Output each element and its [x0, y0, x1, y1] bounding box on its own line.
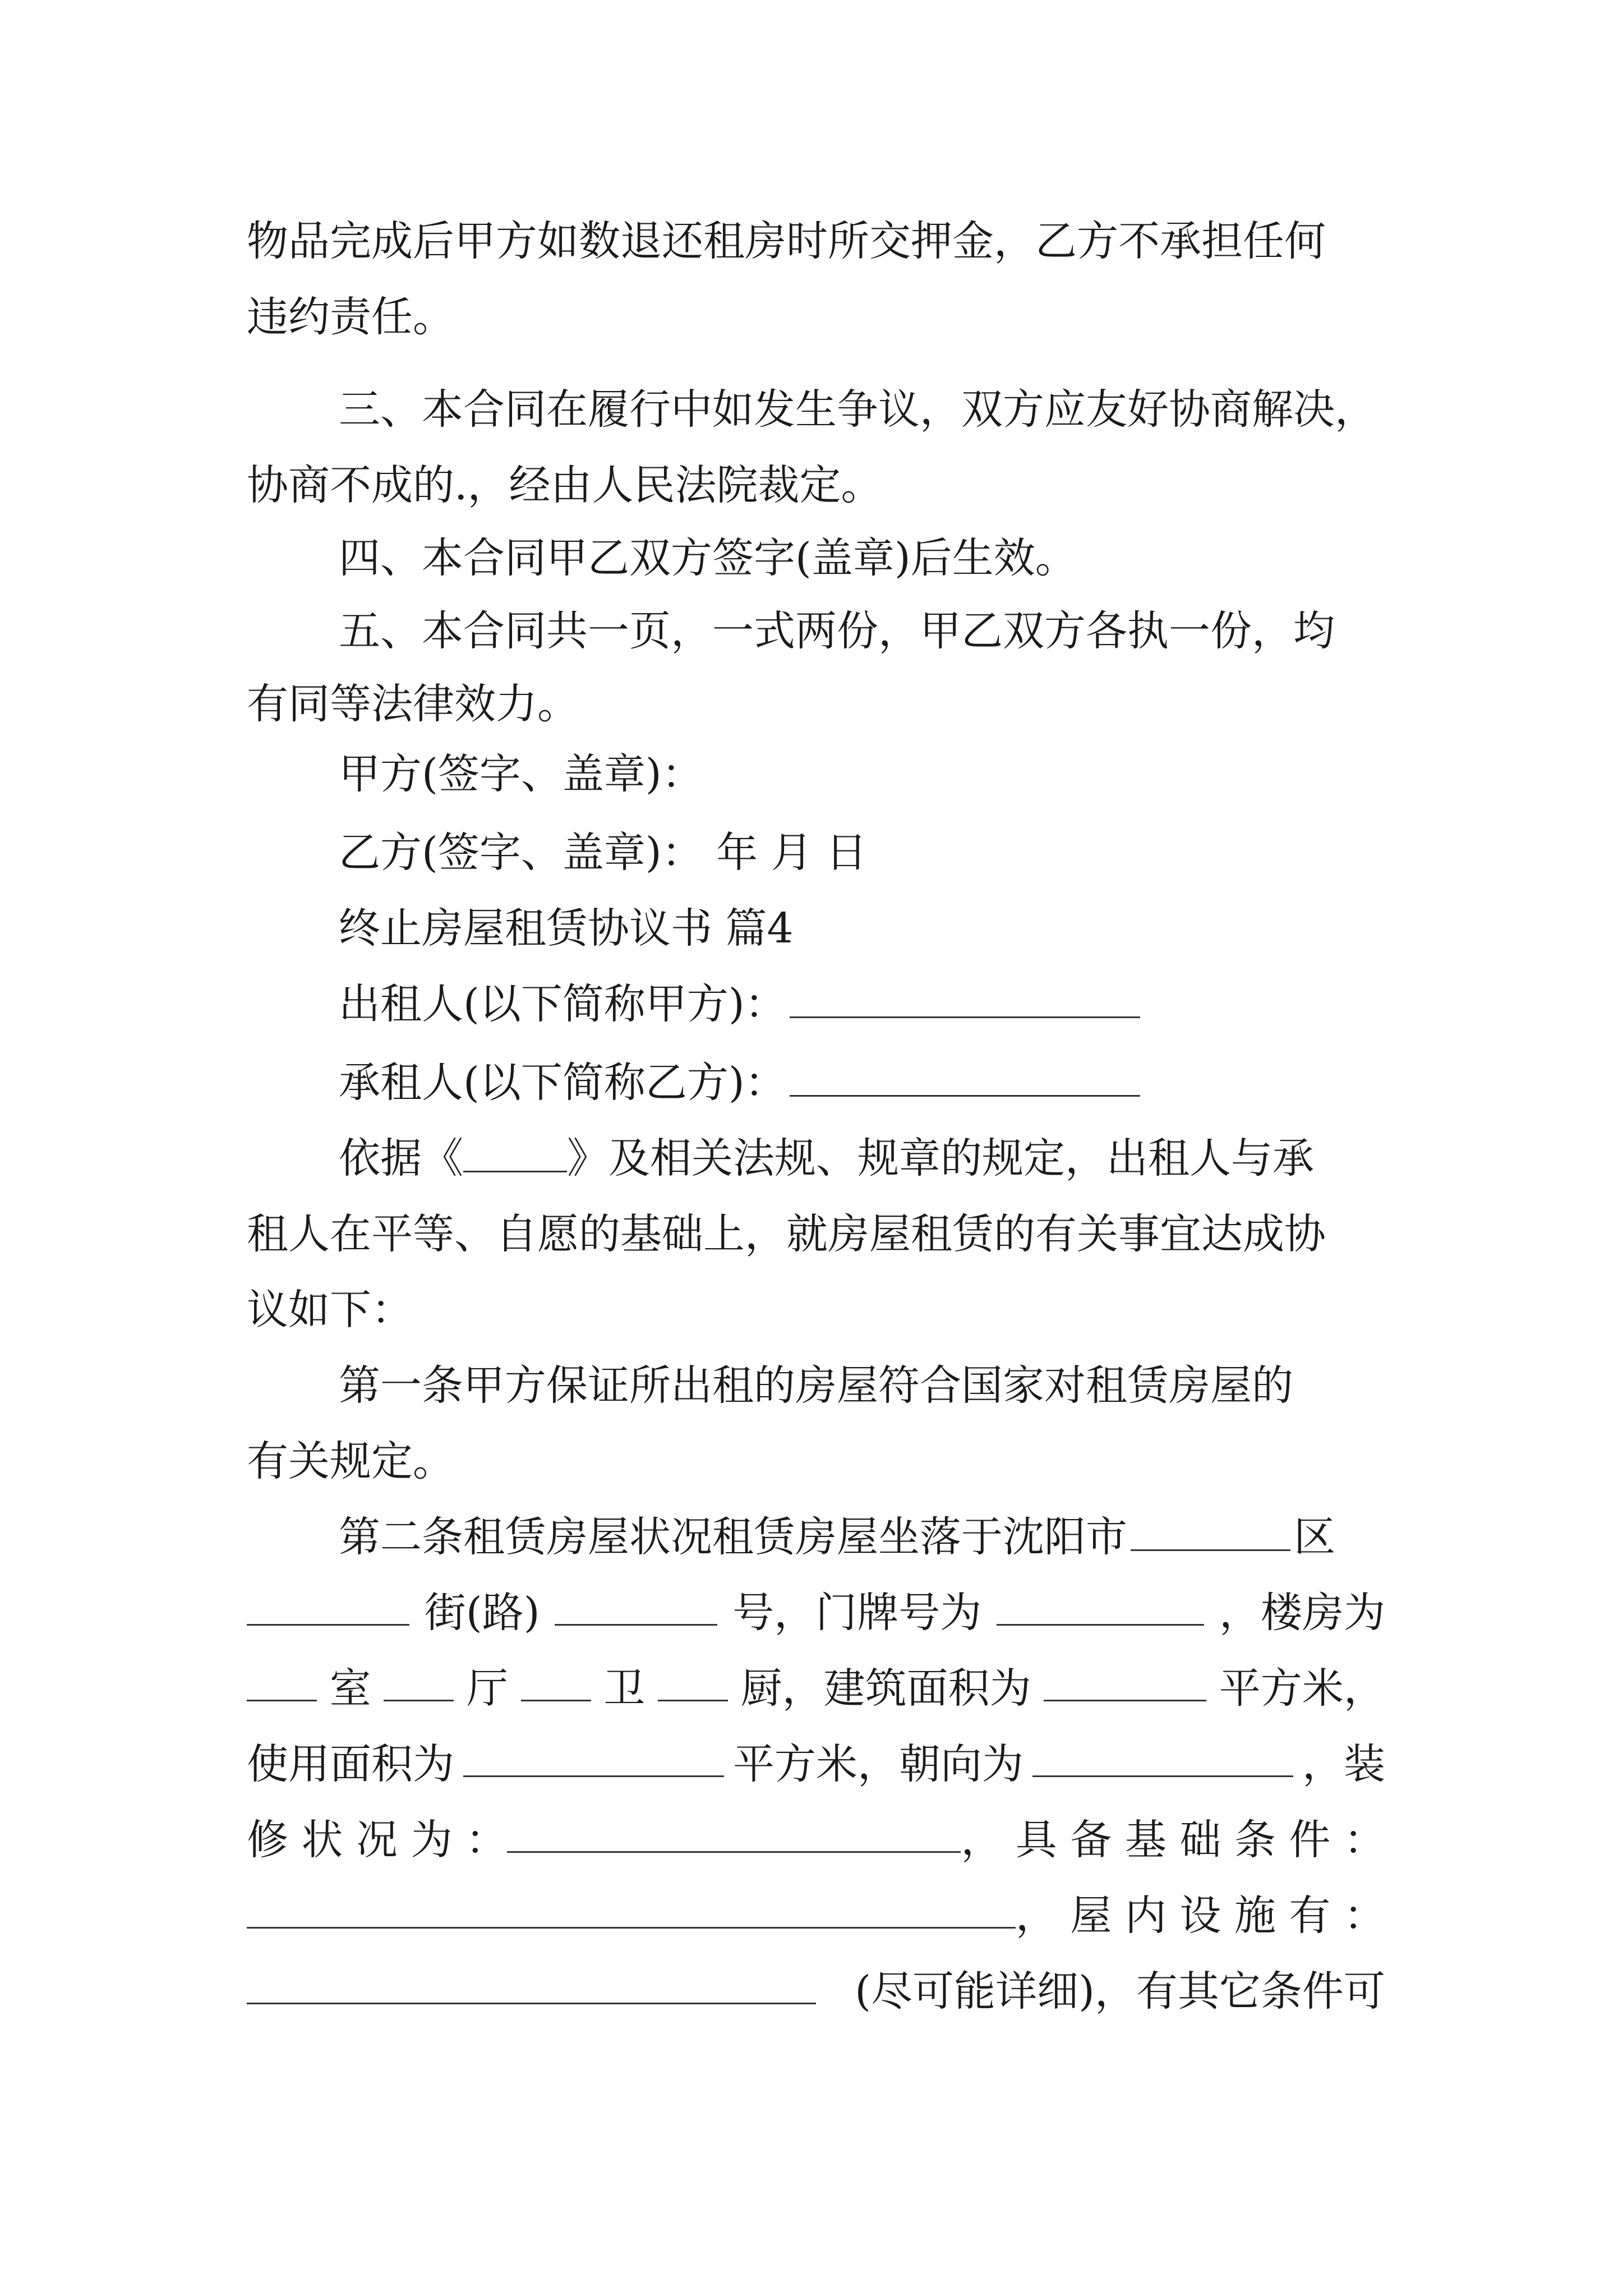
- paragraph-line: 议如下：: [247, 1286, 413, 1334]
- clause-five: 五、本合同共一页，一式两份，甲乙双方各执一份，均: [339, 607, 1335, 655]
- law-name-blank: [463, 1131, 567, 1172]
- lessor-blank: [790, 977, 1140, 1018]
- party-a-signature: 甲方(签字、盖章)：: [339, 750, 703, 798]
- clause-four: 四、本合同甲乙双方签字(盖章)后生效。: [339, 534, 1077, 582]
- kitchen-blank: [658, 1660, 728, 1701]
- paragraph-line: 违约责任。: [247, 293, 454, 341]
- address-line: 街(路) 号，门牌号为 ，楼房为: [247, 1585, 1385, 1641]
- hall-blank: [384, 1660, 454, 1701]
- details-line: (尽可能详细)，有其它条件可: [247, 1963, 1385, 2019]
- basis-line: 依据《 》及相关法规、规章的规定，出租人与承: [339, 1130, 1385, 1186]
- lessor-label: 出租人(以下简称甲方)：: [339, 980, 786, 1028]
- usage-area-blank: [463, 1736, 724, 1777]
- article-one: 第一条甲方保证所出租的房屋符合国家对租赁房屋的: [339, 1361, 1293, 1410]
- lessee-blank: [790, 1056, 1140, 1097]
- usage-area-line: 使用面积为 平方米，朝向为 ，装: [247, 1736, 1385, 1792]
- facilities-blank: [247, 1963, 816, 2004]
- paragraph-line: 有同等法律效力。: [247, 680, 579, 728]
- street-blank: [247, 1585, 409, 1626]
- number-blank: [555, 1585, 717, 1626]
- paragraph-line: 物品完成后甲方如数退还租房时所交押金，乙方不承担任何: [247, 217, 1326, 265]
- building-area-blank: [1044, 1660, 1206, 1701]
- layout-line: 室 厅 卫 厨，建筑面积为 平方米，: [247, 1660, 1385, 1717]
- room-blank: [247, 1660, 317, 1701]
- orientation-blank: [1032, 1736, 1293, 1777]
- paragraph-line: 租人在平等、自愿的基础上，就房屋租赁的有关事宜达成协: [247, 1210, 1326, 1258]
- lessor-line: [339, 976, 1385, 1032]
- lessee-label: 承租人(以下简称乙方)：: [339, 1059, 786, 1107]
- lessee-line: [339, 1055, 1385, 1111]
- bath-blank: [521, 1660, 591, 1701]
- door-number-blank: [997, 1585, 1204, 1626]
- decoration-blank: [507, 1812, 961, 1853]
- district-blank: [1131, 1510, 1290, 1551]
- decoration-line: 修 状 况 为 ： ， 具 备 基 础 条 件 ：: [247, 1812, 1385, 1868]
- clause-three: 三、本合同在履行中如发生争议，双方应友好协商解决，: [339, 385, 1376, 434]
- article-two-line: 第二条租赁房屋状况租赁房屋坐落于沈阳市 区: [339, 1509, 1385, 1565]
- basic-conditions-blank: [247, 1888, 1016, 1929]
- section-title: 终止房屋租赁协议书 篇4: [339, 904, 794, 953]
- facilities-line: ， 屋 内 设 施 有 ：: [247, 1888, 1385, 1944]
- paragraph-line: 协商不成的.，经由人民法院裁定。: [247, 461, 883, 509]
- party-b-signature: 乙方(签字、盖章)： 年 月 日: [339, 829, 868, 877]
- paragraph-line: 有关规定。: [247, 1437, 454, 1485]
